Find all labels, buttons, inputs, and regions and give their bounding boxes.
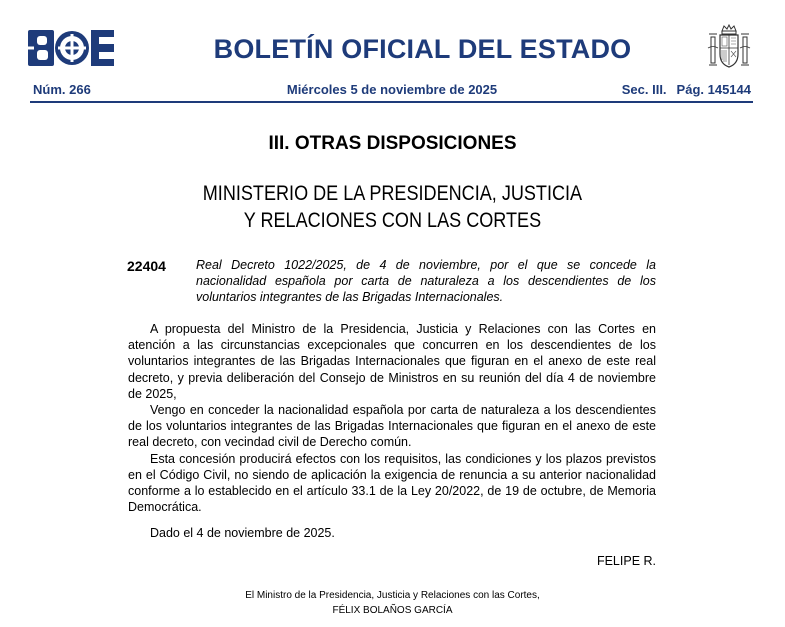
ministry-heading	[55, 180, 730, 234]
section-code: Sec. III.	[621, 82, 667, 97]
spain-coat-of-arms-icon	[706, 24, 752, 70]
boe-logo	[28, 30, 114, 66]
body-paragraph: A propuesta del Ministro de la Presidencia, Justicia y Relaciones con las Cortes en atención a las circunstancias excepcionales que concurren en los descendientes de los voluntarios integrantes de las Brigadas Internacionales que figuran en el anexo de este real decreto, y previa deliberación del Consejo de Ministros en su reunión del día 4 de noviembre de 2025,	[128, 322, 656, 401]
disposition-number: 22404	[127, 258, 166, 274]
issue-date: Miércoles 5 de noviembre de 2025	[286, 82, 498, 97]
body-paragraph: Esta concesión producirá efectos con los requisitos, las condiciones y los plazos previstos en el Código Civil, no siendo de aplicación la exigencia de renuncia a su anterior nacionalidad conforme a lo establecido en el artículo 33.1 de la Ley 20/2022, de 19 de octubre, de Memoria Democrática.	[128, 451, 656, 515]
header-meta	[33, 82, 751, 98]
dated-line: Dado el 4 de noviembre de 2025.	[150, 526, 335, 540]
section-title: III. OTRAS DISPOSICIONES	[268, 133, 517, 154]
section-page	[622, 82, 751, 97]
royal-signature: FELIPE R.	[596, 554, 656, 568]
minister-signature	[0, 588, 785, 618]
minister-name: FÉLIX BOLAÑOS GARCÍA	[332, 605, 453, 616]
ministry-line-2: Y RELACIONES CON LAS CORTES	[243, 209, 542, 232]
minister-role: El Ministro de la Presidencia, Justicia y Relaciones con las Cortes,	[245, 590, 540, 601]
body-paragraph: Vengo en conceder la nacionalidad española por carta de naturaleza a los descendientes de los voluntarios integrantes de las Brigadas Internacionales que figuran en el anexo de este real decreto, con vecindad civil de Derecho común.	[128, 403, 656, 450]
page-number: Pág. 145144	[676, 82, 751, 97]
header-divider	[30, 101, 753, 103]
page-title: BOLETÍN OFICIAL DEL ESTADO	[213, 34, 632, 64]
ministry-line-1: MINISTERIO DE LA PRESIDENCIA, JUSTICIA	[202, 182, 583, 205]
disposition-title: Real Decreto 1022/2025, de 4 de noviembre, por el que se concede la nacionalidad española por carta de naturaleza a los descendientes de los voluntarios integrantes de las Brigadas Internacionales.	[196, 258, 656, 304]
decree-body	[128, 321, 656, 515]
issue-number: Núm. 266	[33, 82, 91, 97]
